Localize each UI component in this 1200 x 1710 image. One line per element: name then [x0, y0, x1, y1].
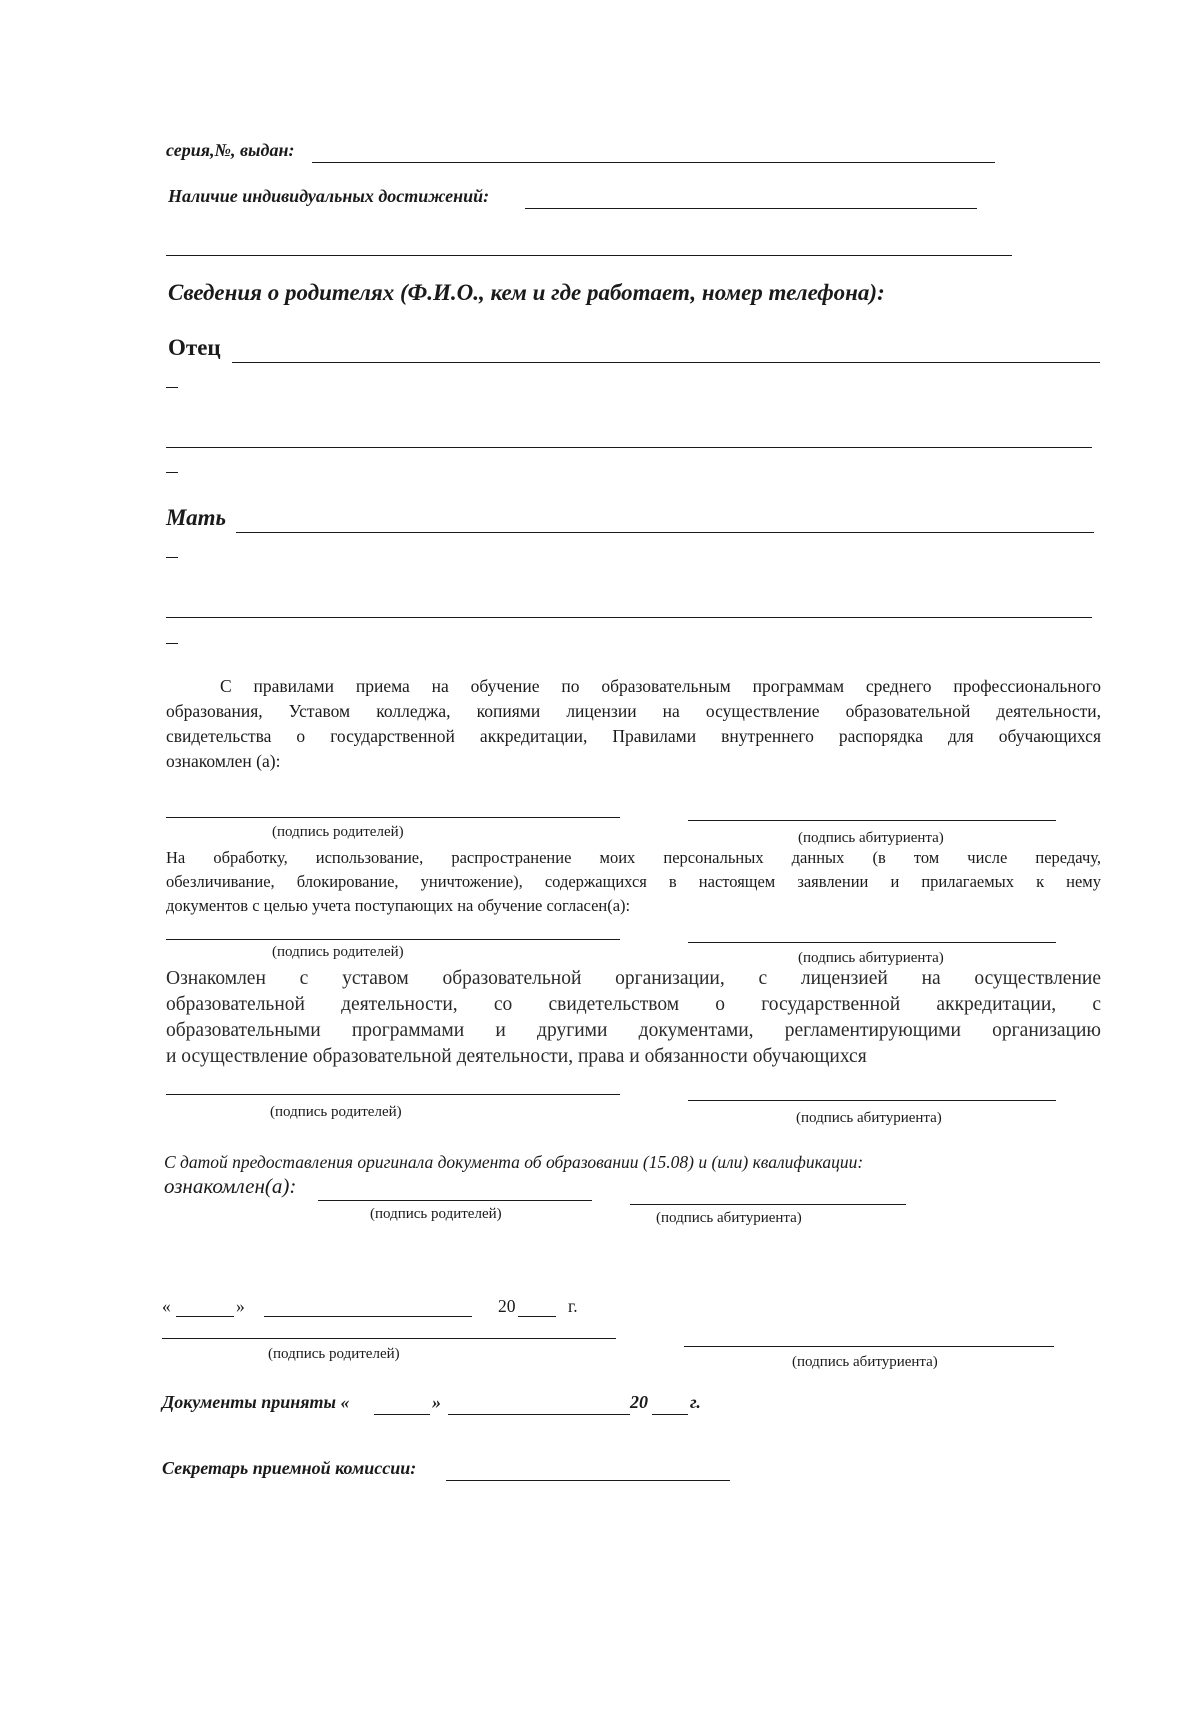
date-month-field[interactable] — [264, 1316, 472, 1317]
consent-line-1: На обработку, использование, распространение моих персональных данных (в том числе передачу, — [166, 848, 1101, 867]
passport-label: серия,№, выдан: — [166, 140, 295, 160]
applicant-signature-line-3[interactable] — [688, 1100, 1056, 1101]
applicant-signature-caption-3: (подпись абитуриента) — [796, 1110, 942, 1126]
achievements-field-line-2[interactable] — [166, 255, 1012, 256]
date-day-field[interactable] — [176, 1316, 234, 1317]
parents-signature-line-4[interactable] — [162, 1338, 616, 1339]
original-doc-parents-caption: (подпись родителей) — [370, 1206, 502, 1222]
mother-dash-1 — [166, 557, 178, 558]
accepted-day-field[interactable] — [374, 1414, 430, 1415]
applicant-signature-caption-4: (подпись абитуриента) — [792, 1354, 938, 1370]
consent-line-2: обезличивание, блокирование, уничтожение), содержащихся в настоящем заявлении и прилагаемых к нему — [166, 872, 1101, 891]
rules-line-1: С правилами приема на обучение по образовательным программам среднего профессионального — [220, 676, 1101, 696]
charter-paragraph — [166, 966, 1101, 1070]
original-doc-line-2: ознакомлен(а): — [164, 1174, 297, 1198]
accepted-year-field[interactable] — [652, 1414, 688, 1415]
charter-line-4: и осуществление образовательной деятельности, права и обязанности обучающихся — [166, 1046, 867, 1067]
date-year-field[interactable] — [518, 1316, 556, 1317]
rules-line-3: свидетельства о государственной аккредитации, Правилами внутреннего распорядка для обучающихся — [166, 726, 1101, 746]
rules-paragraph — [166, 674, 1101, 774]
parents-signature-line-3[interactable] — [166, 1094, 620, 1095]
applicant-signature-line-4[interactable] — [684, 1346, 1054, 1347]
applicant-signature-line-1[interactable] — [688, 820, 1056, 821]
parents-signature-caption-4: (подпись родителей) — [268, 1346, 400, 1362]
parents-signature-caption-2: (подпись родителей) — [272, 944, 404, 960]
date-year-prefix: 20 — [498, 1296, 516, 1316]
accepted-label: Документы приняты « — [162, 1392, 350, 1412]
mother-field-line-2[interactable] — [166, 617, 1092, 618]
accepted-close-quote: » — [432, 1392, 441, 1412]
original-doc-line-1: С датой предоставления оригинала документа об образовании (15.08) и (или) квалификации: — [164, 1152, 864, 1172]
parents-signature-line-2[interactable] — [166, 939, 620, 940]
father-dash-1 — [166, 387, 178, 388]
date-open-quote: « — [162, 1296, 171, 1316]
rules-line-4: ознакомлен (а): — [166, 751, 281, 771]
applicant-signature-caption-1: (подпись абитуриента) — [798, 830, 944, 846]
secretary-label: Секретарь приемной комиссии: — [162, 1458, 417, 1478]
charter-line-3: образовательными программами и другими документами, регламентирующими организацию — [166, 1020, 1101, 1041]
charter-line-1: Ознакомлен с уставом образовательной организации, с лицензией на осуществление — [166, 968, 1101, 989]
mother-label: Мать — [166, 505, 227, 530]
father-field[interactable] — [232, 362, 1100, 363]
achievements-label: Наличие индивидуальных достижений: — [168, 186, 490, 206]
accepted-year-prefix: 20 — [630, 1392, 648, 1412]
original-doc-parents-line[interactable] — [318, 1200, 592, 1201]
secretary-signature-field[interactable] — [446, 1480, 730, 1481]
achievements-field[interactable] — [525, 208, 977, 209]
parents-signature-line-1[interactable] — [166, 817, 620, 818]
parents-signature-caption-1: (подпись родителей) — [272, 824, 404, 840]
mother-field[interactable] — [236, 532, 1094, 533]
applicant-signature-line-2[interactable] — [688, 942, 1056, 943]
consent-paragraph — [166, 846, 1101, 918]
mother-dash-2 — [166, 643, 178, 644]
applicant-signature-caption-2: (подпись абитуриента) — [798, 950, 944, 966]
father-field-line-2[interactable] — [166, 447, 1092, 448]
accepted-month-field[interactable] — [448, 1414, 630, 1415]
father-label: Отец — [168, 335, 221, 360]
passport-field[interactable] — [312, 162, 995, 163]
original-doc-applicant-caption: (подпись абитуриента) — [656, 1210, 802, 1226]
date-close-quote: » — [236, 1296, 245, 1316]
parents-heading: Сведения о родителях (Ф.И.О., кем и где работает, номер телефона): — [168, 280, 885, 305]
charter-line-2: образовательной деятельности, со свидетельством о государственной аккредитации, с — [166, 994, 1101, 1015]
father-dash-2 — [166, 472, 178, 473]
original-doc-applicant-line[interactable] — [630, 1204, 906, 1205]
parents-signature-caption-3: (подпись родителей) — [270, 1104, 402, 1120]
date-year-suffix: г. — [568, 1296, 578, 1316]
consent-line-3: документов с целью учета поступающих на обучение согласен(а): — [166, 896, 631, 915]
accepted-year-suffix: г. — [690, 1392, 701, 1412]
rules-line-2: образования, Уставом колледжа, копиями лицензии на осуществление образовательной деятельности, — [166, 701, 1101, 721]
